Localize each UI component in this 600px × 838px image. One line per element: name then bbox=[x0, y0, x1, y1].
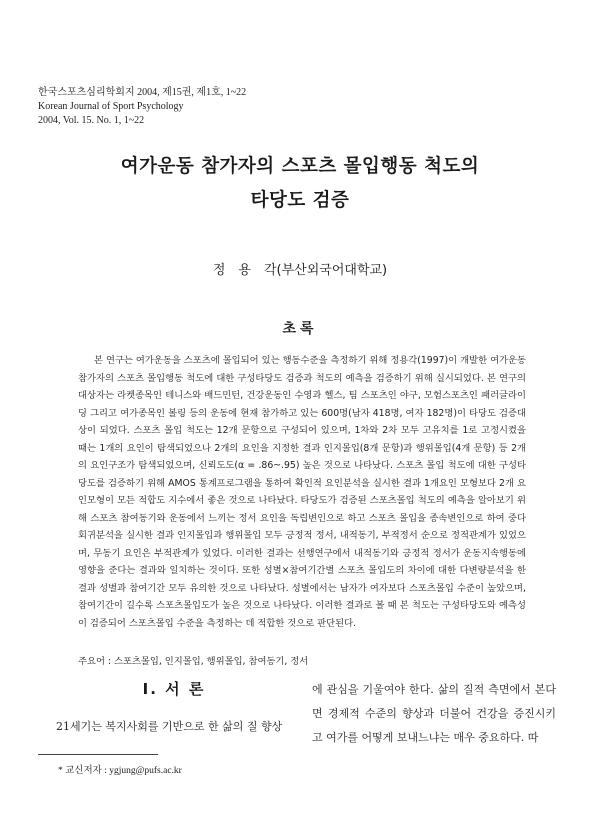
left-column-text: 21세기는 복지사회를 기반으로 한 삶의 질 향상 bbox=[56, 720, 283, 733]
abstract-body: 본 연구는 여가운동을 스포츠에 몰입되어 있는 행동수준을 측정하기 위해 정용각(1997)이 개발한 여가운동 참가자의 스포츠 몰입행동 척도에 대한 구성타당도 검증과 척도의 예측을 검증하기 위해 실시되었다. 본 연구의 대상자는 라켓종목인 테니스와 배드민턴, 건강운동인 수영과 헬스, 팀 스포츠인 야구, 모험스포츠인 패러글라이딩 그리고 여가종목인 볼링 등의 운동에 현재 참가하고 있는 600명(남자 418명, 여자 182명)이 타당도 검증대상이 되었다. 스포츠 몰입 척도는 12개 문항으로 구성되어 있으며, 1차와 2차 모두 고유치를 1로 고정시켰을 때는 1개의 요인이 탐색되었으나 2개의 요인을 지정한 결과 인지몰입(8개 문항)과 행위몰입(4개 문항) 등 2개의 요인구조가 탐색되었으며, 신뢰도도(α = .86~.95) 높은 것으로 나타났다. 스포츠 몰입 척도에 대한 구성타당도를 검증하기 위해 AMOS 통계프로그램을 통하여 확인적 요인분석을 실시한 결과 1개요인 모형보다 2개 요인모형이 모든 적합도 지수에서 좋은 것으로 나타났다. 타당도가 검증된 스포츠몰입 척도의 예측을 알아보기 위해 스포츠 참여동기와 운동에서 느끼는 정서 요인을 독립변인으로 하고 스포츠 몰입을 종속변인으로 하여 중다회귀분석을 실시한 결과 인지몰입과 행위몰입 모두 긍정적 정서, 내적동기, 부적정서 순으로 정적관계가 있었으며, 무동기 요인은 부적관계가 있었다. 이러한 결과는 선행연구에서 내적동기와 긍정적 정서가 운동지속행동에 영향을 준다는 결과와 일치하는 것이다. 또한 성별×참여기간별 스포츠 몰입도의 차이에 대한 다변량분석을 한 결과 성별과 참여기간 모두 유의한 것으로 나타났다. 성별에서는 남자가 여자보다 스포츠몰입 수준이 높았으며, 참여기간이 길수록 스포츠몰입도가 높은 것으로 나타났다. 이러한 결과로 볼 때 본 척도는 구성타당도와 예측성이 검증되어 스포츠몰입 수준을 측정하는 데 적합한 것으로 판단된다. bbox=[78, 355, 526, 629]
keywords: 주요어 : 스포츠몰입, 인지몰입, 행위몰입, 참여동기, 정서 bbox=[78, 656, 309, 667]
journal-header bbox=[38, 86, 438, 128]
author-affiliation: 정 용 각(부산외국어대학교) bbox=[212, 263, 388, 278]
paper-title-line1: 여가운동 참가자의 스포츠 몰입행동 척도의 bbox=[120, 156, 480, 177]
left-column bbox=[56, 676, 292, 739]
abstract-heading: 초록 bbox=[282, 321, 318, 337]
footnote-divider bbox=[38, 754, 158, 755]
paper-title-line2: 타당도 검증 bbox=[250, 190, 350, 211]
right-column-text: 에 관심을 기울여야 한다. 삶의 질적 측면에서 본다면 경제적 수준의 향상과 더불어 건강을 증진시키고 여가를 어떻게 보내느냐는 매우 중요하다. 따 bbox=[312, 683, 556, 744]
section-heading-introduction: Ⅰ. 서 론 bbox=[142, 680, 206, 698]
journal-header-english: Korean Journal of Sport Psychology bbox=[38, 101, 184, 112]
journal-header-korean: 한국스포츠심리학회지 2004, 제15권, 제1호, 1~22 bbox=[38, 87, 247, 98]
right-column bbox=[312, 678, 556, 750]
corresponding-author-footnote: * 교신저자 : ygjung@pufs.ac.kr bbox=[58, 766, 182, 776]
journal-volume-info: 2004, Vol. 15. No. 1, 1~22 bbox=[38, 115, 145, 126]
paper-title bbox=[40, 150, 560, 218]
